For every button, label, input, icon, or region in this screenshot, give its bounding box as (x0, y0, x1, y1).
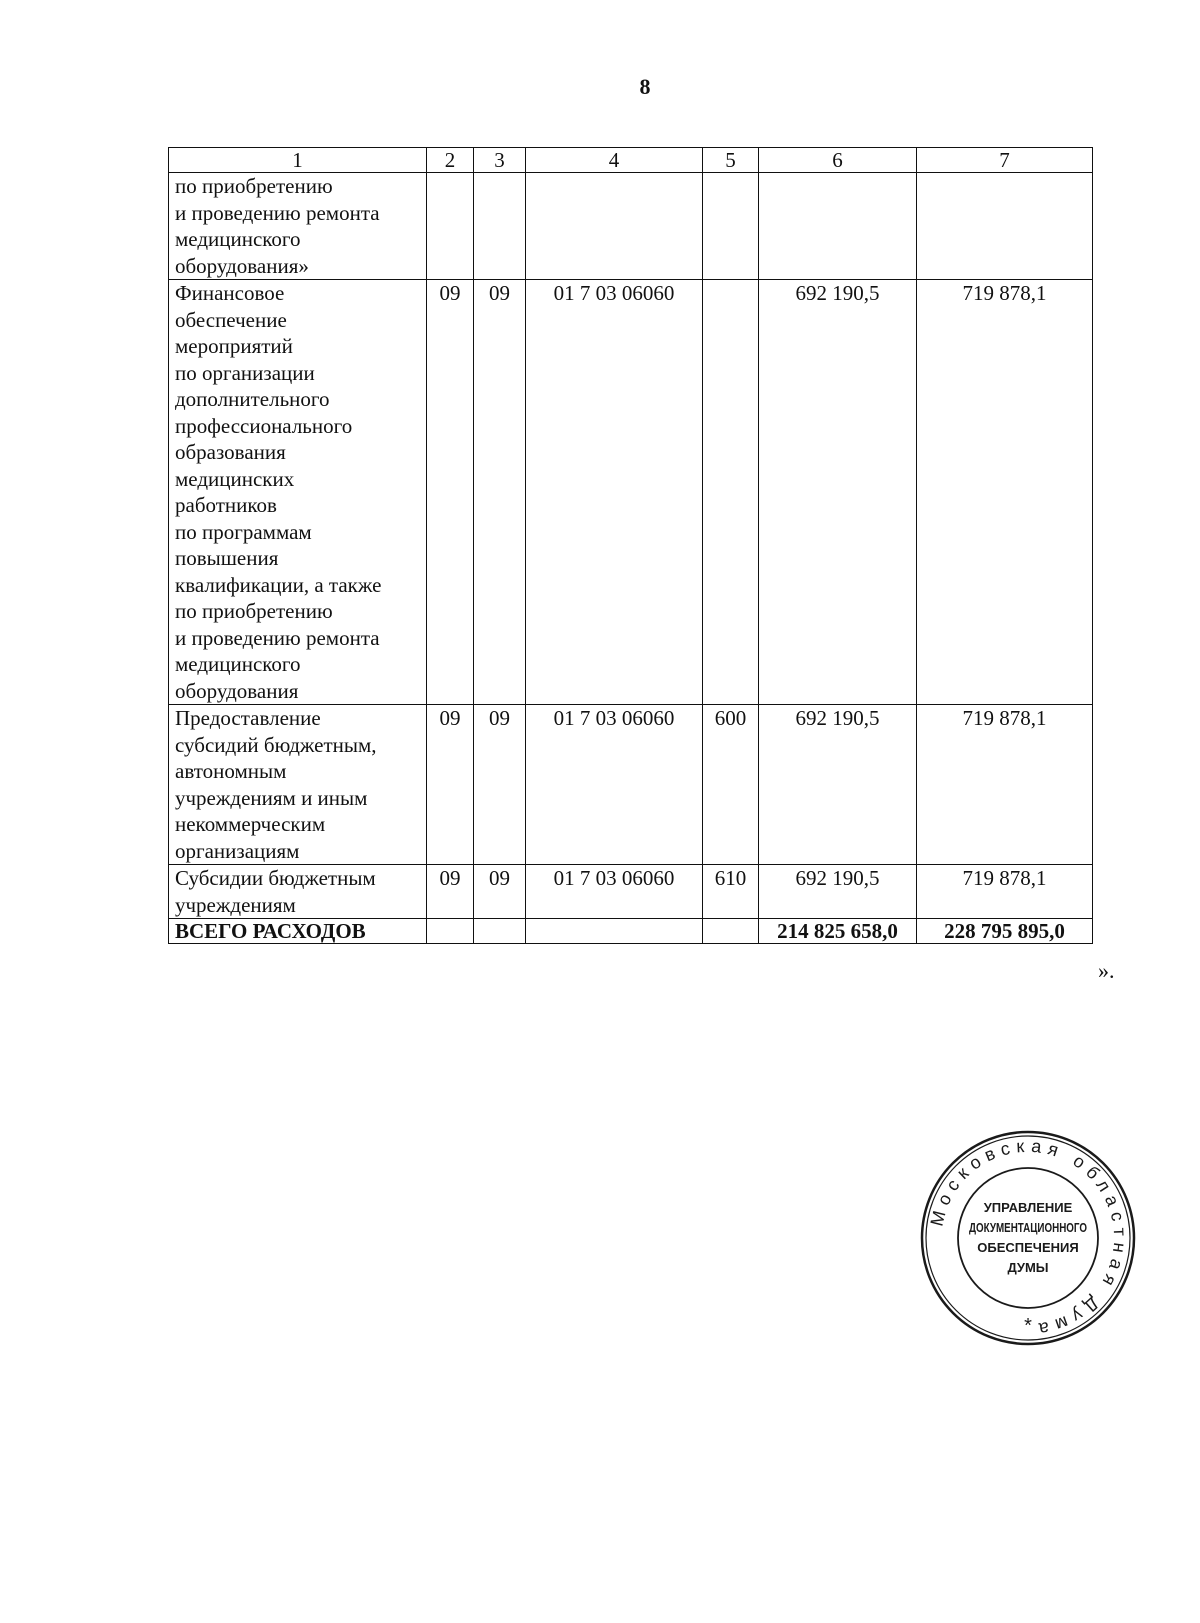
amount-col6: 692 190,5 (759, 705, 917, 865)
table-row (169, 280, 1093, 705)
seal-line-2: ДОКУМЕНТАЦИОННОГО (969, 1221, 1088, 1235)
seal-outer-ring (922, 1132, 1134, 1344)
total-col6: 214 825 658,0 (759, 919, 917, 944)
expense-type-code: 610 (703, 865, 759, 919)
row-name: по приобретению и проведению ремонта медицинского оборудования» (169, 173, 427, 280)
amount-col7: 719 878,1 (917, 705, 1093, 865)
budget-table (168, 147, 1093, 944)
amount-col7: 719 878,1 (917, 280, 1093, 705)
section-code: 09 (427, 280, 474, 705)
seal-line-4: ДУМЫ (1007, 1260, 1049, 1275)
row-name: Финансовое обеспечение мероприятий по организации дополнительного профессионального образования медицинских работников по программам повышения квалификации, а также по приобретению и проведению ремонта медицинского оборудования (169, 280, 427, 705)
expense-type-code (703, 280, 759, 705)
total-row (169, 919, 1093, 944)
section-code: 09 (427, 865, 474, 919)
column-header: 2 (427, 148, 474, 173)
seal-icon (918, 1128, 1138, 1348)
column-header: 3 (474, 148, 526, 173)
total-label: ВСЕГО РАСХОДОВ (169, 919, 427, 944)
total-col7: 228 795 895,0 (917, 919, 1093, 944)
amount-col7: 719 878,1 (917, 865, 1093, 919)
amount-col6 (759, 173, 917, 280)
table-row (169, 865, 1093, 919)
subsection-code: 09 (474, 280, 526, 705)
official-seal (918, 1128, 1138, 1348)
table-header-row (169, 148, 1093, 173)
table-row (169, 705, 1093, 865)
subsection-code (474, 919, 526, 944)
target-article-code: 01 7 03 06060 (526, 280, 703, 705)
section-code: 09 (427, 705, 474, 865)
column-header: 6 (759, 148, 917, 173)
row-name: Субсидии бюджетным учреждениям (169, 865, 427, 919)
seal-line-1: УПРАВЛЕНИЕ (983, 1200, 1073, 1215)
amount-col6: 692 190,5 (759, 865, 917, 919)
subsection-code: 09 (474, 865, 526, 919)
closing-quote-mark: ». (1098, 958, 1115, 983)
section-code (427, 919, 474, 944)
page-number: 8 (639, 74, 651, 99)
expense-type-code (703, 173, 759, 280)
column-header: 1 (169, 148, 427, 173)
seal-ring-text: Московская областная Дума (926, 1135, 1131, 1341)
target-article-code (526, 919, 703, 944)
table-row (169, 173, 1093, 280)
row-name: Предоставление субсидий бюджетным, автономным учреждениям и иным некоммерческим организациям (169, 705, 427, 865)
expense-type-code: 600 (703, 705, 759, 865)
seal-inner-ring (958, 1168, 1098, 1308)
target-article-code: 01 7 03 06060 (526, 865, 703, 919)
target-article-code: 01 7 03 06060 (526, 705, 703, 865)
subsection-code (474, 173, 526, 280)
column-header: 4 (526, 148, 703, 173)
amount-col7 (917, 173, 1093, 280)
section-code (427, 173, 474, 280)
target-article-code (526, 173, 703, 280)
column-header: 7 (917, 148, 1093, 173)
seal-star: * (1024, 1315, 1032, 1337)
subsection-code: 09 (474, 705, 526, 865)
column-header: 5 (703, 148, 759, 173)
seal-line-3: ОБЕСПЕЧЕНИЯ (977, 1240, 1079, 1255)
amount-col6: 692 190,5 (759, 280, 917, 705)
expense-type-code (703, 919, 759, 944)
